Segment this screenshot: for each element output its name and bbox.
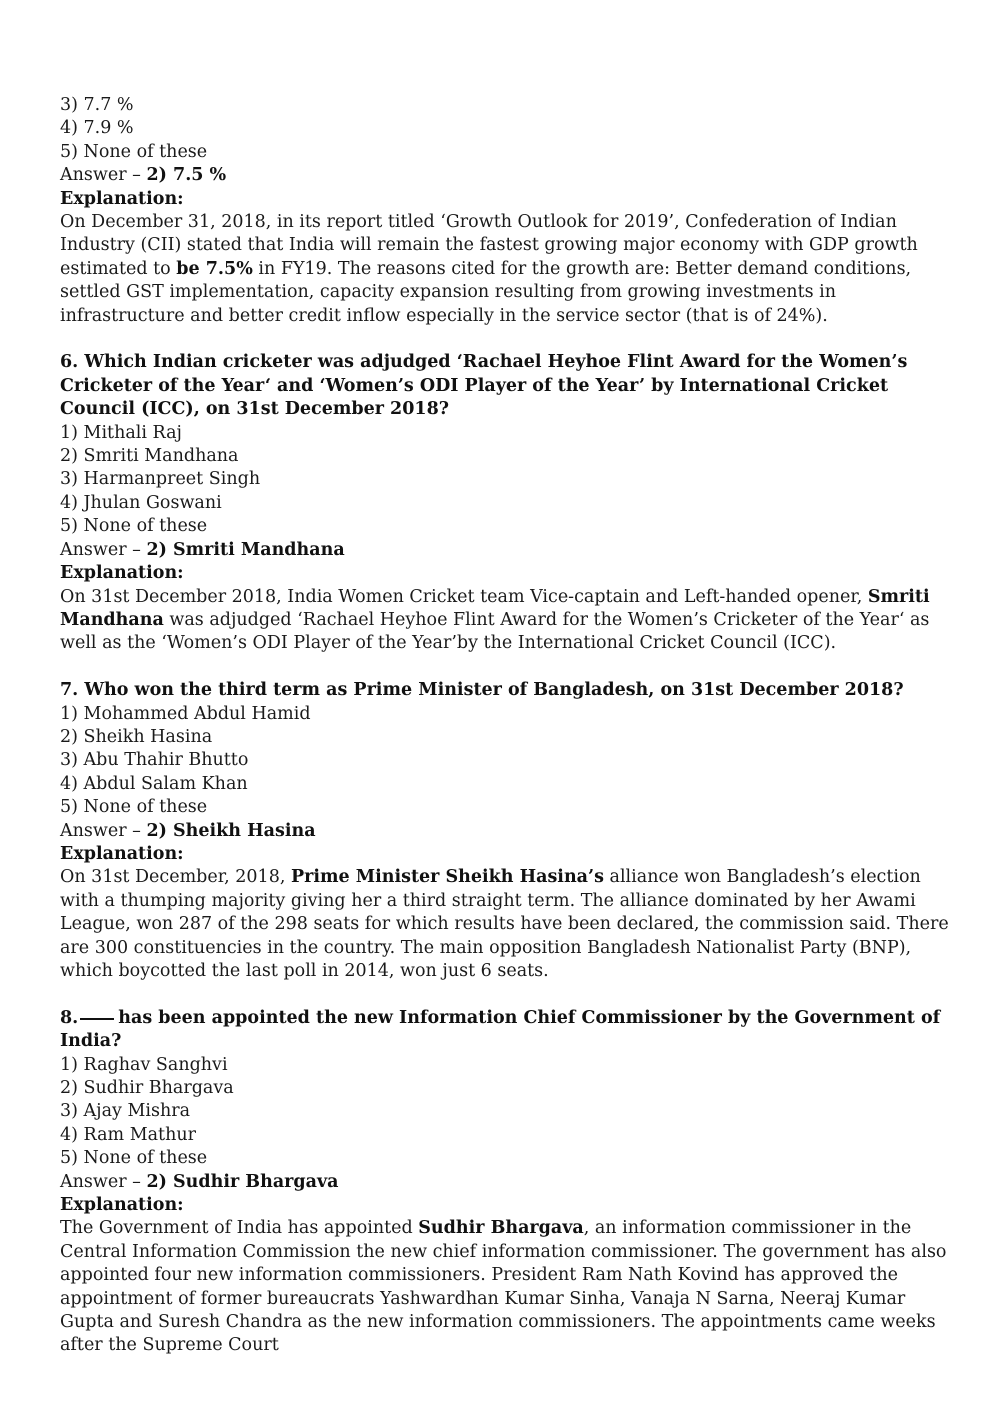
answer-line [60,1171,955,1194]
question-title: 6. Which Indian cricketer was adjudged ‘Rachael Heyhoe Flint Award for the Women’s Cricketer of the Year‘ and ‘Women’s ODI Player of the Year’ by International Cricket Council (ICC), on 31st December 2018? [60,352,908,420]
question-5-tail [60,94,955,328]
explanation-part-1: On 31st December 2018, India Women Cricket team Vice-captain and Left-handed opener, [60,586,868,607]
answer-value: 2) Sheikh Hasina [146,820,316,841]
option-5: 5) None of these [60,516,208,537]
answer-line [60,539,955,562]
answer-label: Answer – [60,165,147,186]
option-5: 5) None of these [60,141,208,162]
answer-value: 2) Sudhir Bhargava [146,1171,339,1192]
question-6 [60,351,955,655]
explanation-part-2: alliance won Bangladesh’s election with a thumping majority giving her a third straight term. The alliance dominated by her Awami League, won 287 of the 298 seats for which results have been declared, the commission said. There are 300 constituencies in the country. The main opposition Bangladesh Nationalist Party (BNP), which boycotted the last poll in 2014, won just 6 seats. [60,867,949,981]
answer-label: Answer – [60,1171,147,1192]
explanation-highlight: Sudhir Bhargava [418,1218,584,1239]
explanation-text [60,586,955,656]
option-5: 5) None of these [60,1148,208,1169]
explanation-part-1: On 31st December, 2018, [60,867,291,888]
option-3: 3) Ajay Mishra [60,1101,191,1122]
option-4: 4) 7.9 % [60,118,134,139]
explanation-part-1: The Government of India has appointed [60,1218,419,1239]
explanation-part-2: was adjudged ‘Rachael Heyhoe Flint Award for the Women’s Cricketer of the Year‘ as well as the ‘Women’s ODI Player of the Year’by the International Cricket Council (ICC). [60,609,930,654]
answer-line [60,820,955,843]
explanation-part-2: in FY19. The reasons cited for the growth are: Better demand conditions, settled GST implementation, capacity expansion resulting from growing investments in infrastructure and better credit inflow especially in the service sector (that is of 24%). [60,258,912,326]
fill-in-blank [80,1018,114,1020]
option-5: 5) None of these [60,797,208,818]
explanation-highlight: Smriti Mandhana [60,586,930,630]
explanation-text [60,1217,955,1357]
answer-line [60,164,955,187]
option-3: 3) 7.7 % [60,95,134,115]
question-number: 8. [60,1007,79,1028]
explanation-part-1: On December 31, 2018, in its report titled ‘Growth Outlook for 2019’, Confederation of Indian Industry (CII) stated that India will remain the fastest growing major economy with GDP growth estimated to [60,212,918,279]
explanation-label: Explanation: [60,563,184,584]
explanation-label: Explanation: [60,188,184,209]
explanation-label: Explanation: [60,843,184,864]
option-4: 4) Jhulan Goswani [60,492,222,513]
question-text: has been appointed the new Information Chief Commissioner by the Government of India? [60,1007,941,1052]
answer-label: Answer – [60,820,147,841]
option-4: 4) Ram Mathur [60,1124,196,1145]
option-3: 3) Harmanpreet Singh [60,469,261,490]
option-2: 2) Sheikh Hasina [60,726,213,747]
option-4: 4) Abdul Salam Khan [60,773,248,794]
option-2: 2) Sudhir Bhargava [60,1078,234,1099]
explanation-highlight: be 7.5% [176,258,253,279]
option-3: 3) Abu Thahir Bhutto [60,750,249,771]
question-7 [60,679,955,983]
answer-label: Answer – [60,539,147,560]
explanation-label: Explanation: [60,1195,184,1216]
option-1: 1) Mithali Raj [60,422,182,443]
answer-value: 2) 7.5 % [146,165,227,186]
document-page [60,94,955,1358]
explanation-text [60,211,955,328]
option-1: 1) Raghav Sanghvi [60,1054,228,1075]
explanation-text [60,866,955,983]
question-8 [60,1007,955,1358]
explanation-part-2: , an information commissioner in the Central Information Commission the new chief information commissioner. The government has also appointed four new information commissioners. President Ram Nath Kovind has approved the appointment of former bureaucrats Yashwardhan Kumar Sinha, Vanaja N Sarna, Neeraj Kumar Gupta and Suresh Chandra as the new information commissioners. The appointments came weeks after the Supreme Court [60,1218,947,1356]
answer-value: 2) Smriti Mandhana [146,539,345,560]
question-title [60,1007,955,1054]
explanation-highlight: Prime Minister Sheikh Hasina’s [290,867,604,888]
question-title: 7. Who won the third term as Prime Minister of Bangladesh, on 31st December 2018? [60,680,904,701]
option-2: 2) Smriti Mandhana [60,446,239,467]
option-1: 1) Mohammed Abdul Hamid [60,703,311,724]
